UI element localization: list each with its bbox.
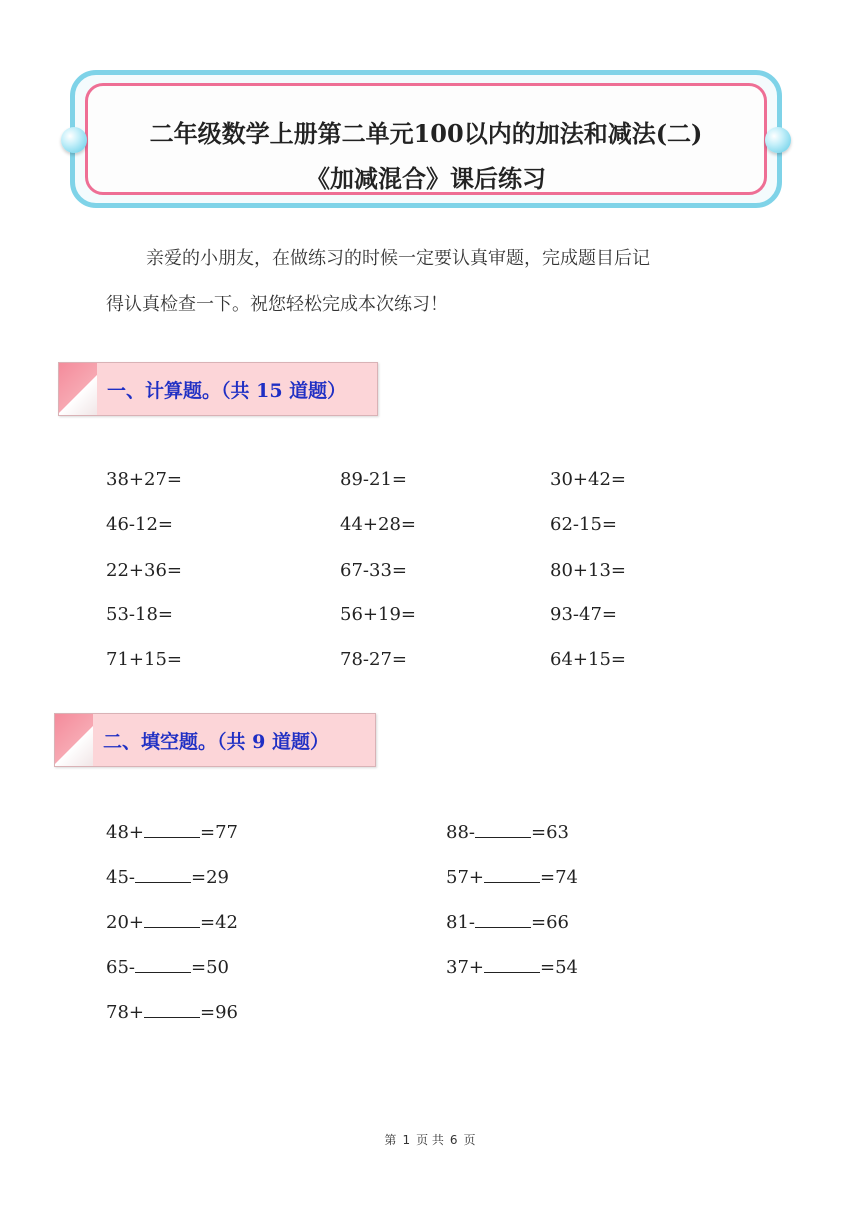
title-line-2: 《加减混合》课后练习 — [306, 164, 546, 193]
title-line-1: 二年级数学上册第二单元100以内的加法和减法(二) — [149, 119, 703, 148]
fill-blank-problem: 65- =50 — [106, 957, 229, 978]
page-number: 1 — [402, 1133, 411, 1147]
calc-problem: 64+15= — [550, 649, 626, 670]
calc-problem: 38+27= — [106, 469, 182, 490]
answer-blank — [484, 866, 540, 883]
calc-problem: 80+13= — [550, 560, 626, 581]
answer-blank — [144, 821, 200, 838]
calc-problem: 89-21= — [340, 469, 407, 490]
section-2-header — [54, 713, 376, 767]
page-footer: 第 1 页 共 6 页 — [384, 1133, 476, 1147]
section-2-label: 二、填空题。（共 9 道题） — [103, 731, 329, 753]
page-curl-icon — [55, 714, 93, 766]
pin-left-icon — [61, 127, 87, 153]
answer-blank — [135, 956, 191, 973]
calc-problem: 71+15= — [106, 649, 182, 670]
calc-problem: 46-12= — [106, 514, 173, 535]
calc-problem: 56+19= — [340, 604, 416, 625]
fill-blank-problem: 81- =66 — [446, 912, 569, 933]
answer-blank — [144, 1001, 200, 1018]
fill-blank-problem: 37+ =54 — [446, 957, 578, 978]
calc-problem: 93-47= — [550, 604, 617, 625]
page-curl-icon — [59, 363, 97, 415]
fill-blank-problem: 57+ =74 — [446, 867, 578, 888]
intro-line-2: 得认真检查一下。祝您轻松完成本次练习！ — [106, 294, 448, 315]
calc-problem: 44+28= — [340, 514, 416, 535]
intro-line-1: 亲爱的小朋友，在做练习的时候一定要认真审题，完成题目后记 — [146, 248, 650, 269]
calc-problem: 22+36= — [106, 560, 182, 581]
calc-problem: 67-33= — [340, 560, 407, 581]
answer-blank — [144, 911, 200, 928]
answer-blank — [475, 911, 531, 928]
calc-problem: 30+42= — [550, 469, 626, 490]
pin-right-icon — [765, 127, 791, 153]
fill-blank-problem: 45- =29 — [106, 867, 229, 888]
fill-blank-problem: 78+ =96 — [106, 1002, 238, 1023]
section-1-header — [58, 362, 378, 416]
title-inner-border — [85, 83, 767, 195]
fill-blank-problem: 48+ =77 — [106, 822, 238, 843]
intro-paragraph — [106, 236, 760, 328]
calc-problem: 78-27= — [340, 649, 407, 670]
calc-problem: 62-15= — [550, 514, 617, 535]
title-frame — [70, 70, 782, 208]
fill-blank-problem: 88- =63 — [446, 822, 569, 843]
calc-problem: 53-18= — [106, 604, 173, 625]
answer-blank — [484, 956, 540, 973]
answer-blank — [135, 866, 191, 883]
section-1-label: 一、计算题。（共 15 道题） — [107, 380, 347, 402]
answer-blank — [475, 821, 531, 838]
total-pages: 6 — [449, 1133, 458, 1147]
fill-blank-problem: 20+ =42 — [106, 912, 238, 933]
